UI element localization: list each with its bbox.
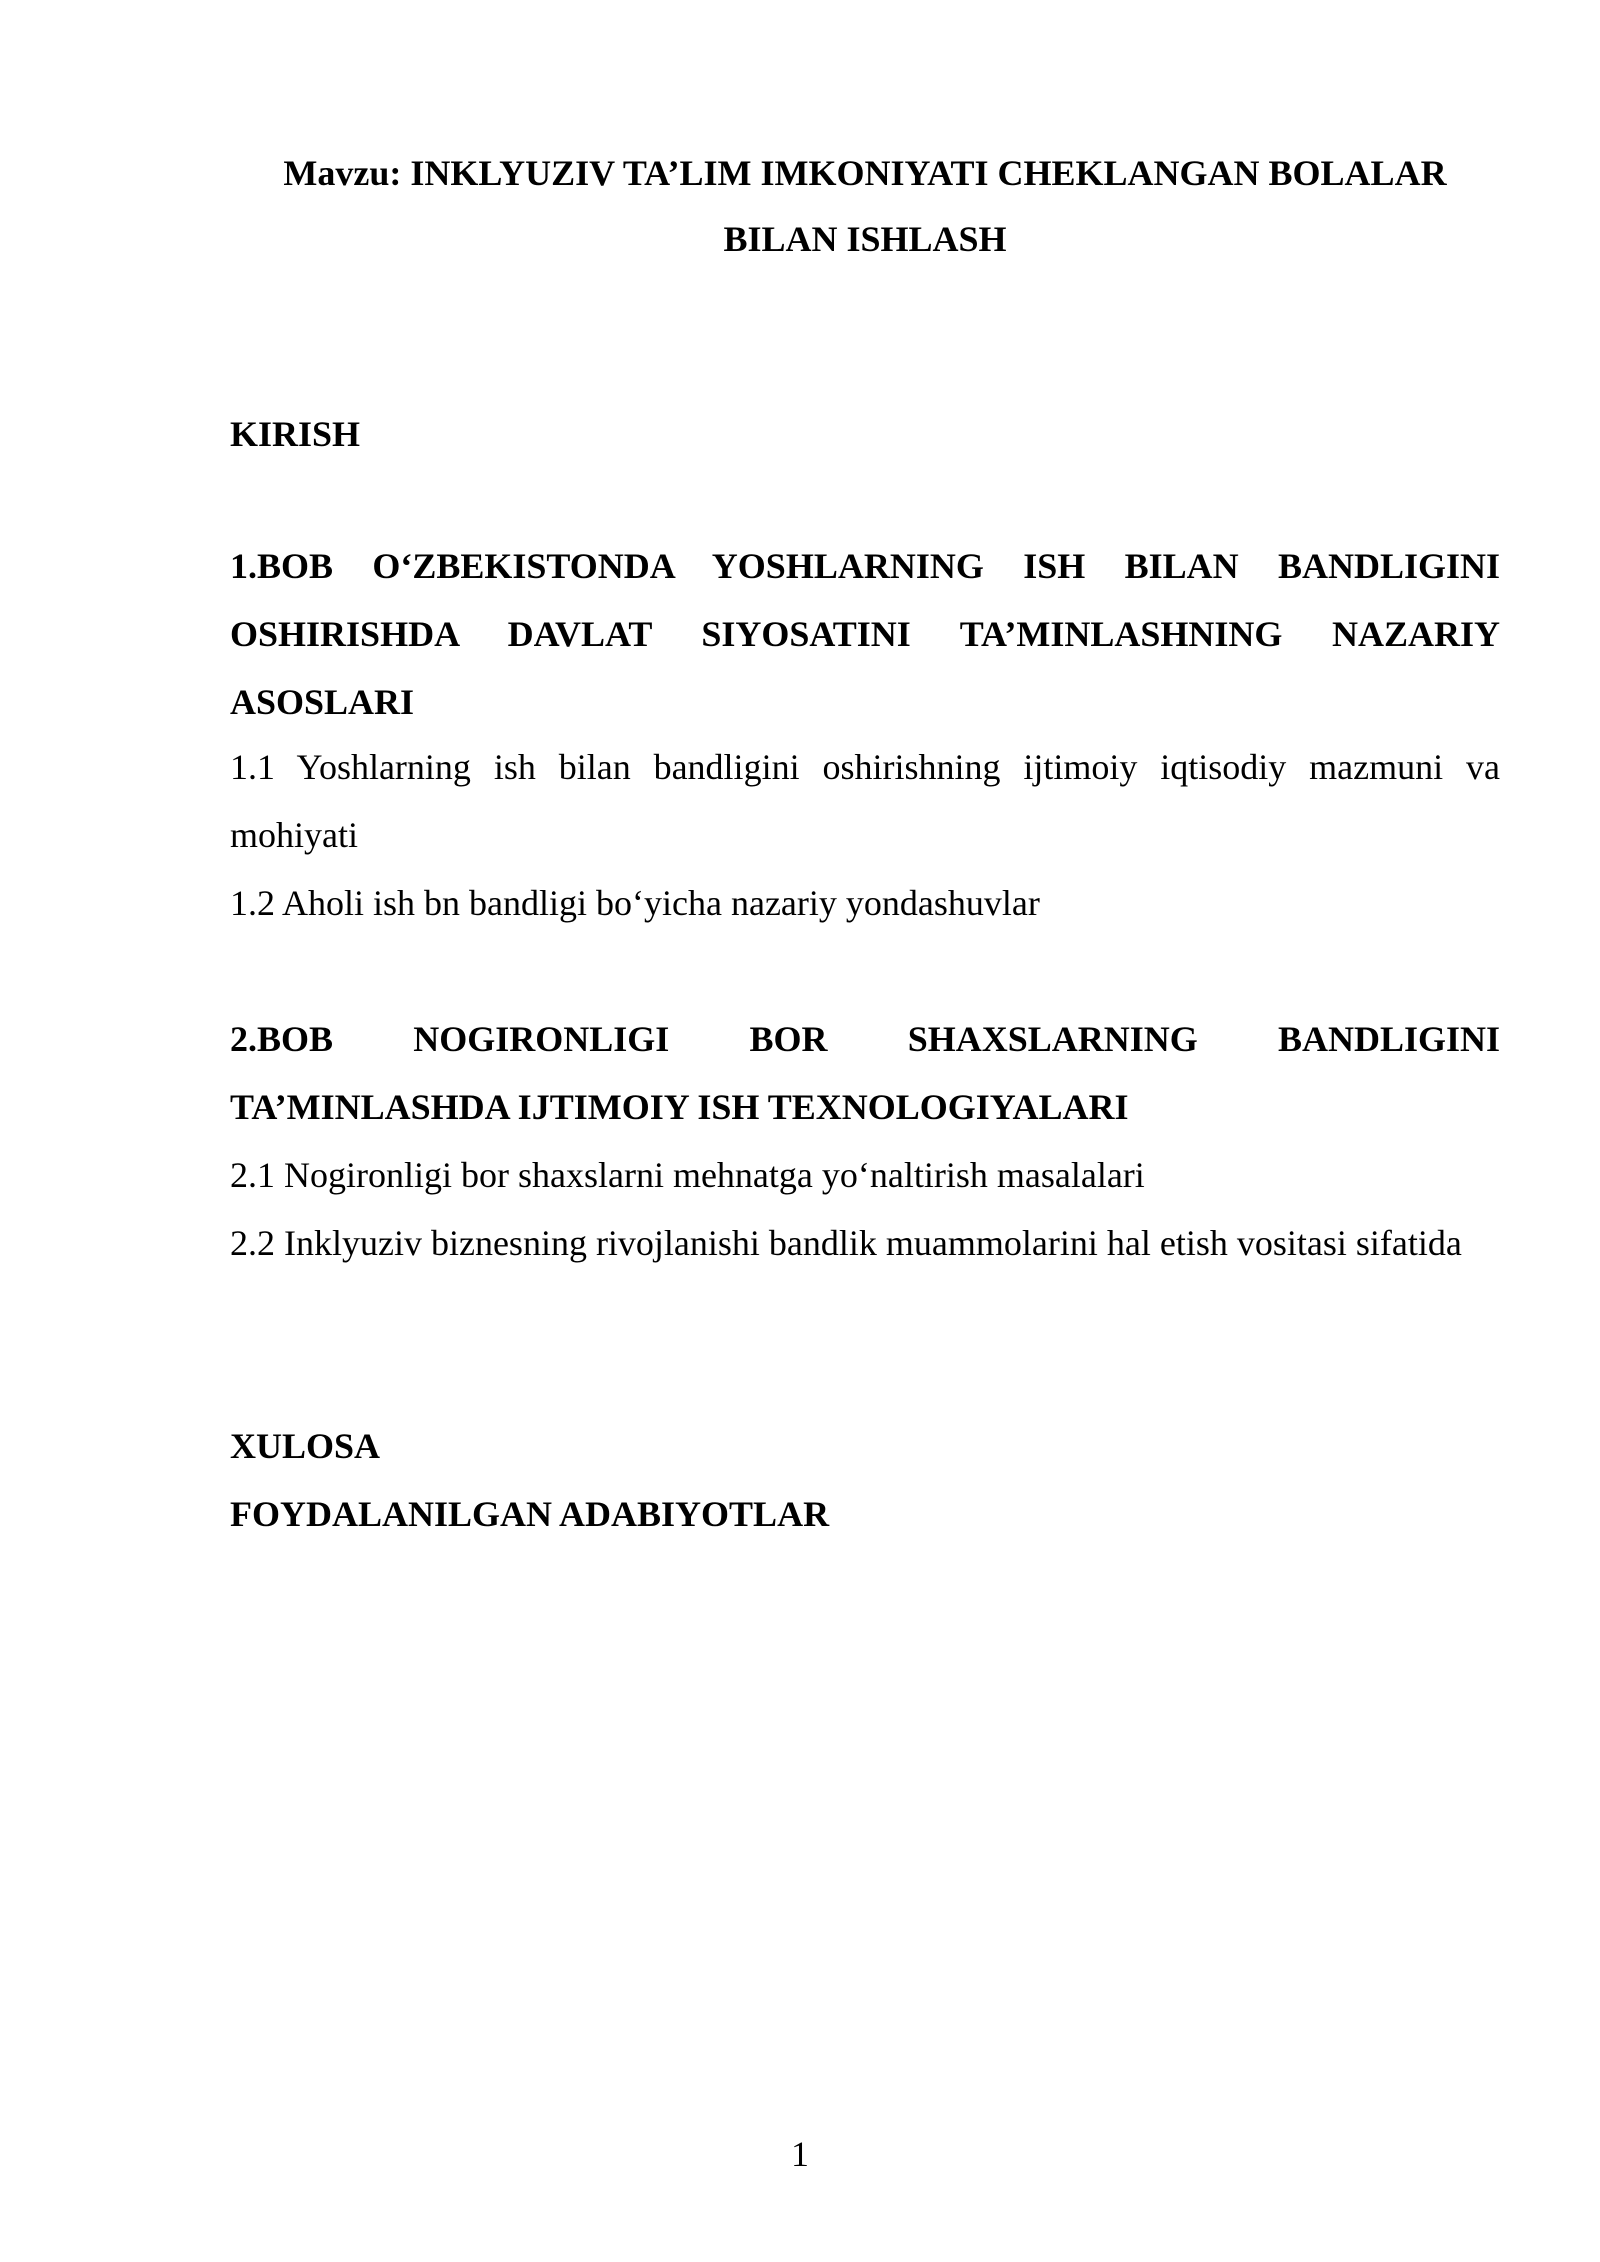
section-2-1: 2.1 Nogironligi bor shaxslarni mehnatga yo‘naltirish masalalari <box>230 1155 1145 1195</box>
document-title: Mavzu: INKLYUZIV TA’LIM IMKONIYATI CHEKLANGAN BOLALAR BILAN ISHLASH <box>283 153 1447 259</box>
page-number: 1 <box>791 2134 809 2174</box>
chapter2-heading-line1: 2.BOB NOGIRONLIGI BOR SHAXSLARNING BANDLIGINI <box>230 1019 1500 1059</box>
intro-heading: KIRISH <box>230 414 361 454</box>
conclusion-heading: XULOSA <box>230 1426 381 1466</box>
chapter2-heading-line2: TA’MINLASHDA IJTIMOIY ISH TEXNOLOGIYALARI <box>230 1087 1129 1127</box>
section-1-1: 1.1 Yoshlarning ish bilan bandligini oshirishning ijtimoiy iqtisodiy mazmuni va mohiyati <box>230 747 1500 855</box>
chapter1-heading: 1.BOB O‘ZBEKISTONDA YOSHLARNING ISH BILAN BANDLIGINI OSHIRISHDA DAVLAT SIYOSATINI TA’MINLASHNING NAZARIY ASOSLARI <box>230 546 1500 722</box>
references-heading: FOYDALANILGAN ADABIYOTLAR <box>230 1494 830 1534</box>
section-2-2: 2.2 Inklyuziv biznesning rivojlanishi bandlik muammolarini hal etish vositasi sifatida <box>230 1223 1462 1263</box>
section-1-2: 1.2 Aholi ish bn bandligi bo‘yicha nazariy yondashuvlar <box>230 883 1040 923</box>
